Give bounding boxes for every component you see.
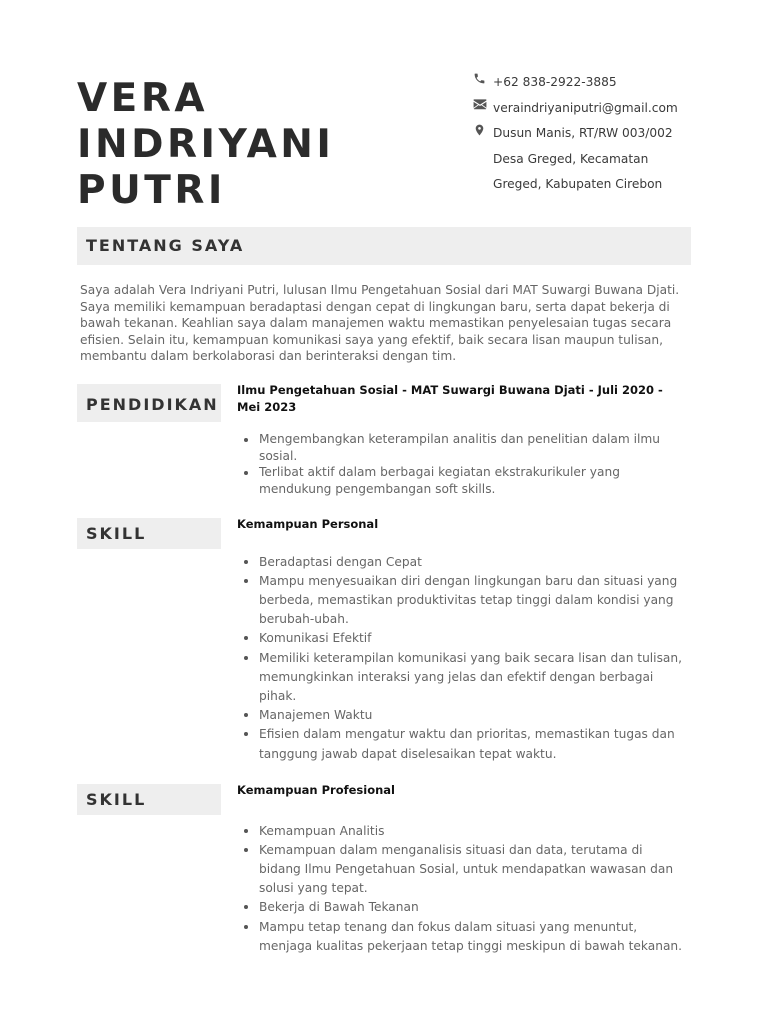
skill-personal-block <box>237 516 687 764</box>
skill-professional-list <box>237 822 687 956</box>
list-item: Komunikasi Efektif <box>259 629 687 648</box>
name-line-1: VERA <box>77 76 209 121</box>
list-item: Beradaptasi dengan Cepat <box>259 553 687 572</box>
education-heading: Ilmu Pengetahuan Sosial - MAT Suwargi Buwana Djati - Juli 2020 - Mei 2023 <box>237 383 663 414</box>
location-pin-icon <box>473 121 493 137</box>
about-text: Saya adalah Vera Indriyani Putri, lulusan Ilmu Pengetahuan Sosial dari MAT Suwargi Buwana Djati. Saya memiliki kemampuan beradaptasi dengan cepat di lingkungan baru, serta dapat bekerja di bawah tekanan. Keahlian saya dalam manajemen waktu memastikan penyelesaian tugas secara efisien. Selain itu, kemampuan komunikasi saya yang efektif, baik secara lisan maupun tulisan, membantu dalam berkolaborasi dan berinteraksi dengan tim. <box>80 283 680 364</box>
list-item: Kemampuan dalam menganalisis situasi dan data, terutama di bidang Ilmu Pengetahuan Sosial, untuk mendapatkan wawasan dan solusi yang tepat. <box>259 841 687 899</box>
name-line-2: INDRIYANI <box>77 122 335 167</box>
skill-professional-heading: Kemampuan Profesional <box>237 783 395 797</box>
name-line-3: PUTRI <box>77 168 226 213</box>
phone-icon <box>473 70 493 85</box>
about-title: TENTANG SAYA <box>86 236 245 255</box>
education-list <box>237 431 687 497</box>
list-item: Efisien dalam mengatur waktu dan prioritas, memastikan tugas dan tanggung jawab dapat diselesaikan tepat waktu. <box>259 725 687 763</box>
education-label-text: PENDIDIKAN <box>86 395 219 414</box>
skill-personal-list <box>237 553 687 764</box>
contact-phone <box>473 70 713 96</box>
education-block <box>237 382 687 497</box>
email-address[interactable]: veraindriyaniputri@gmail.com <box>493 101 678 115</box>
education-section-label <box>77 384 221 422</box>
skill-label-text: SKILL <box>86 524 147 543</box>
list-item: Manajemen Waktu <box>259 706 687 725</box>
list-item: Bekerja di Bawah Tekanan <box>259 898 687 917</box>
list-item: Mampu tetap tenang dan fokus dalam situasi yang menuntut, menjaga kualitas pekerjaan tetap tinggi meskipun di bawah tekanan. <box>259 918 687 956</box>
list-item: Mengembangkan keterampilan analitis dan penelitian dalam ilmu sosial. <box>259 431 687 464</box>
phone-number[interactable]: +62 838-2922-3885 <box>493 75 617 89</box>
list-item: Kemampuan Analitis <box>259 822 687 841</box>
contact-info <box>473 70 713 198</box>
list-item: Memiliki keterampilan komunikasi yang baik secara lisan dan tulisan, memungkinkan interaksi yang jelas dan efektif dengan berbagai pihak. <box>259 649 687 707</box>
skill-label-text: SKILL <box>86 790 147 809</box>
contact-address <box>473 121 713 198</box>
address <box>493 121 673 198</box>
full-name <box>77 76 407 214</box>
skill-personal-section-label <box>77 518 221 549</box>
address-line-3: Greged, Kabupaten Cirebon <box>493 177 663 191</box>
address-line-1: Dusun Manis, RT/RW 003/002 <box>493 126 673 140</box>
skill-professional-block <box>237 782 687 956</box>
list-item: Mampu menyesuaikan diri dengan lingkungan baru dan situasi yang berbeda, memastikan produktivitas tetap tinggi dalam kondisi yang berubah-ubah. <box>259 572 687 630</box>
list-item: Terlibat aktif dalam berbagai kegiatan ekstrakurikuler yang mendukung pengembangan soft skills. <box>259 464 687 497</box>
skill-professional-section-label <box>77 784 221 815</box>
skill-personal-heading: Kemampuan Personal <box>237 517 379 531</box>
about-section-header <box>77 227 691 265</box>
email-icon <box>473 96 493 110</box>
address-line-2: Desa Greged, Kecamatan <box>493 151 649 166</box>
contact-email <box>473 96 713 121</box>
